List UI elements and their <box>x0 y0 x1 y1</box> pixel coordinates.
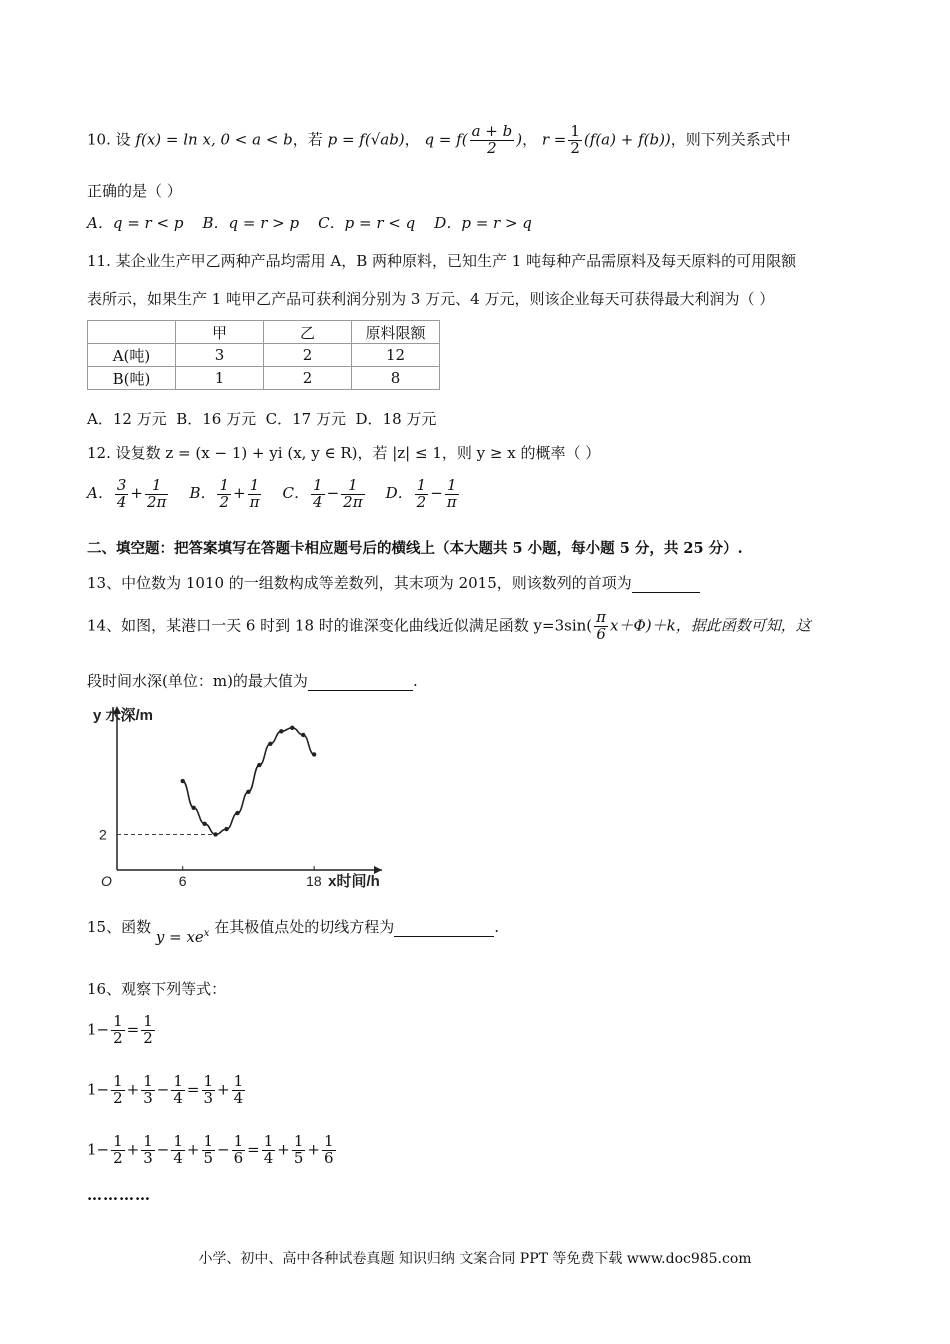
table-row <box>88 344 440 367</box>
q14-line2: 段时间水深(单位：m)的最大值为 . <box>87 672 418 690</box>
data-point <box>181 779 185 783</box>
data-point <box>213 832 217 836</box>
q10-q-rhs: ) <box>516 130 523 149</box>
q13-text: 13、中位数为 1010 的一组数构成等差数列，其末项为 2015，则该数列的首项为 <box>87 572 700 593</box>
q10-comma: ，若 <box>292 130 323 149</box>
q10-q-lhs: q = f( <box>424 130 468 149</box>
data-point <box>235 811 239 815</box>
answer-blank <box>394 918 494 937</box>
q11-options: A．12 万元 B．16 万元 C．17 万元 D．18 万元 <box>87 410 437 428</box>
q10-line1: 10. 设 f(x) = ln x, 0 < a < b，若 p = f(√ab)， q = f( $\frac{a + b}{2}$ )， r = $\frac{1}{2}$ (f(a) + f(b))，则下列关系式中 <box>87 122 791 157</box>
x-tick-label-18: 18 <box>306 873 322 889</box>
q12-stem: 12. 设复数 z = (x − 1) + yi (x, y ∈ R)，若 |z| ≤ 1，则 y ≥ x 的概率（ ） <box>87 444 601 462</box>
data-point <box>312 752 316 756</box>
data-point <box>301 733 305 737</box>
q11-line1: 11. 某企业生产甲乙两种产品均需用 A，B 两种原料，已知生产 1 吨每种产品需原料及每天原料的可用限额 <box>87 252 797 270</box>
table-cell: 1 <box>176 367 264 390</box>
x-axis-label: x时间/h <box>328 873 380 890</box>
q14-tail: x＋Φ)＋k，据此函数可知，这 <box>610 616 811 635</box>
table-cell: A(吨) <box>88 344 176 367</box>
data-point <box>268 742 272 746</box>
continuation-dots: ………… <box>87 1186 151 1204</box>
q11-line2: 表所示，如果生产 1 吨甲乙产品可获利润分别为 3 万元、4 万元，则该企业每天可获得最大利润为（ ） <box>87 290 775 308</box>
equation-2: 1− $\frac{1}{2}$ + $\frac{1}{3}$ − $\frac{1}{4}$ = $\frac{1}{3}$ + $\frac{1}{4}$ <box>87 1072 244 1107</box>
q10-r-lhs: r = <box>541 130 567 149</box>
q10-q-frac: $\frac{a + b}{2}$ <box>471 122 513 157</box>
x-tick-label-6: 6 <box>178 873 187 889</box>
table-header-cell: 乙 <box>264 321 352 344</box>
table-cell: 2 <box>264 367 352 390</box>
y-tick-label-2: 2 <box>99 826 107 843</box>
q10-line2: 正确的是（ ） <box>87 182 182 200</box>
data-point <box>257 763 261 767</box>
water-depth-chart <box>87 700 417 890</box>
table-header-row <box>88 321 440 344</box>
q10-f-def: f(x) = ln x, 0 < a < b <box>135 130 293 149</box>
equation-1: 1− $\frac{1}{2}$ = $\frac{1}{2}$ <box>87 1012 153 1047</box>
q14-frac: $\frac{\pi}{6}$ <box>596 608 607 643</box>
table-cell: 3 <box>176 344 264 367</box>
q12-option-a: A． $\frac{3}{4}$ + $\frac{1}{2\pi}$ <box>87 476 167 511</box>
depth-curve <box>183 728 314 835</box>
table-row <box>88 367 440 390</box>
q15-tail: 在其极值点处的切线方程为 <box>214 918 395 936</box>
data-point <box>224 827 228 831</box>
q16-lead: 16、观察下列等式： <box>87 980 227 998</box>
q15-lead: 15、函数 <box>87 918 152 936</box>
y-axis-label: y 水深/m <box>93 707 154 724</box>
answer-blank <box>308 672 413 691</box>
q15-line: 15、函数 $y = xe^x$ 在其极值点处的切线方程为 . <box>87 918 500 946</box>
answer-blank <box>632 574 700 593</box>
table-cell: 2 <box>264 344 352 367</box>
q12-option-d: D． $\frac{1}{2}$ − $\frac{1}{\pi}$ <box>385 476 457 511</box>
q15-function: $y = xe^x$ <box>155 928 210 946</box>
table-cell: B(吨) <box>88 367 176 390</box>
equation-3: 1− $\frac{1}{2}$ + $\frac{1}{3}$ − $\frac{1}{4}$ + $\frac{1}{5}$ − $\frac{1}{6}$ = $\frac{1}{4}$ + $\frac{1}{5}$ + $\frac{1}{6}$ <box>87 1132 334 1167</box>
q10-lead: 设 <box>115 130 131 149</box>
q10-r-rhs: (f(a) + f(b)) <box>583 130 671 149</box>
table-header-cell: 原料限额 <box>352 321 440 344</box>
data-point <box>191 806 195 810</box>
q12-options <box>87 478 461 511</box>
q10-p-def: p = f(√ab) <box>327 130 405 149</box>
q10-r-frac: $\frac{1}{2}$ <box>570 122 580 157</box>
q14-lead: 14、如图，某港口一天 6 时到 18 时的谁深变化曲线近似满足函数 y=3sin( <box>87 616 593 635</box>
table-cell: 8 <box>352 367 440 390</box>
q12-option-c: C． $\frac{1}{4}$ − $\frac{1}{2\pi}$ <box>282 476 363 511</box>
data-point <box>279 729 283 733</box>
q11-table <box>87 320 440 390</box>
q10-options: A．q = r < p B．q = r > p C．p = r < q D．p = r > q <box>87 214 532 232</box>
page-footer: 小学、初中、高中各种试卷真题 知识归纳 文案合同 PPT 等免费下载 www.doc985.com <box>198 1251 752 1267</box>
data-point <box>202 822 206 826</box>
table-cell: 12 <box>352 344 440 367</box>
origin-label: O <box>101 873 112 889</box>
q10-number: 10. <box>87 130 111 149</box>
section-heading: 二、填空题：把答案填写在答题卡相应题号后的横线上（本大题共 5 小题，每小题 5 分，共 25 分）. <box>87 540 743 557</box>
q10-tail: ，则下列关系式中 <box>670 130 791 149</box>
q14-line1 <box>87 610 811 643</box>
q12-option-b: B． $\frac{1}{2}$ + $\frac{1}{\pi}$ <box>189 476 260 511</box>
table-header-cell: 甲 <box>176 321 264 344</box>
data-point <box>246 790 250 794</box>
table-header-cell <box>88 321 176 344</box>
data-point <box>290 726 294 730</box>
